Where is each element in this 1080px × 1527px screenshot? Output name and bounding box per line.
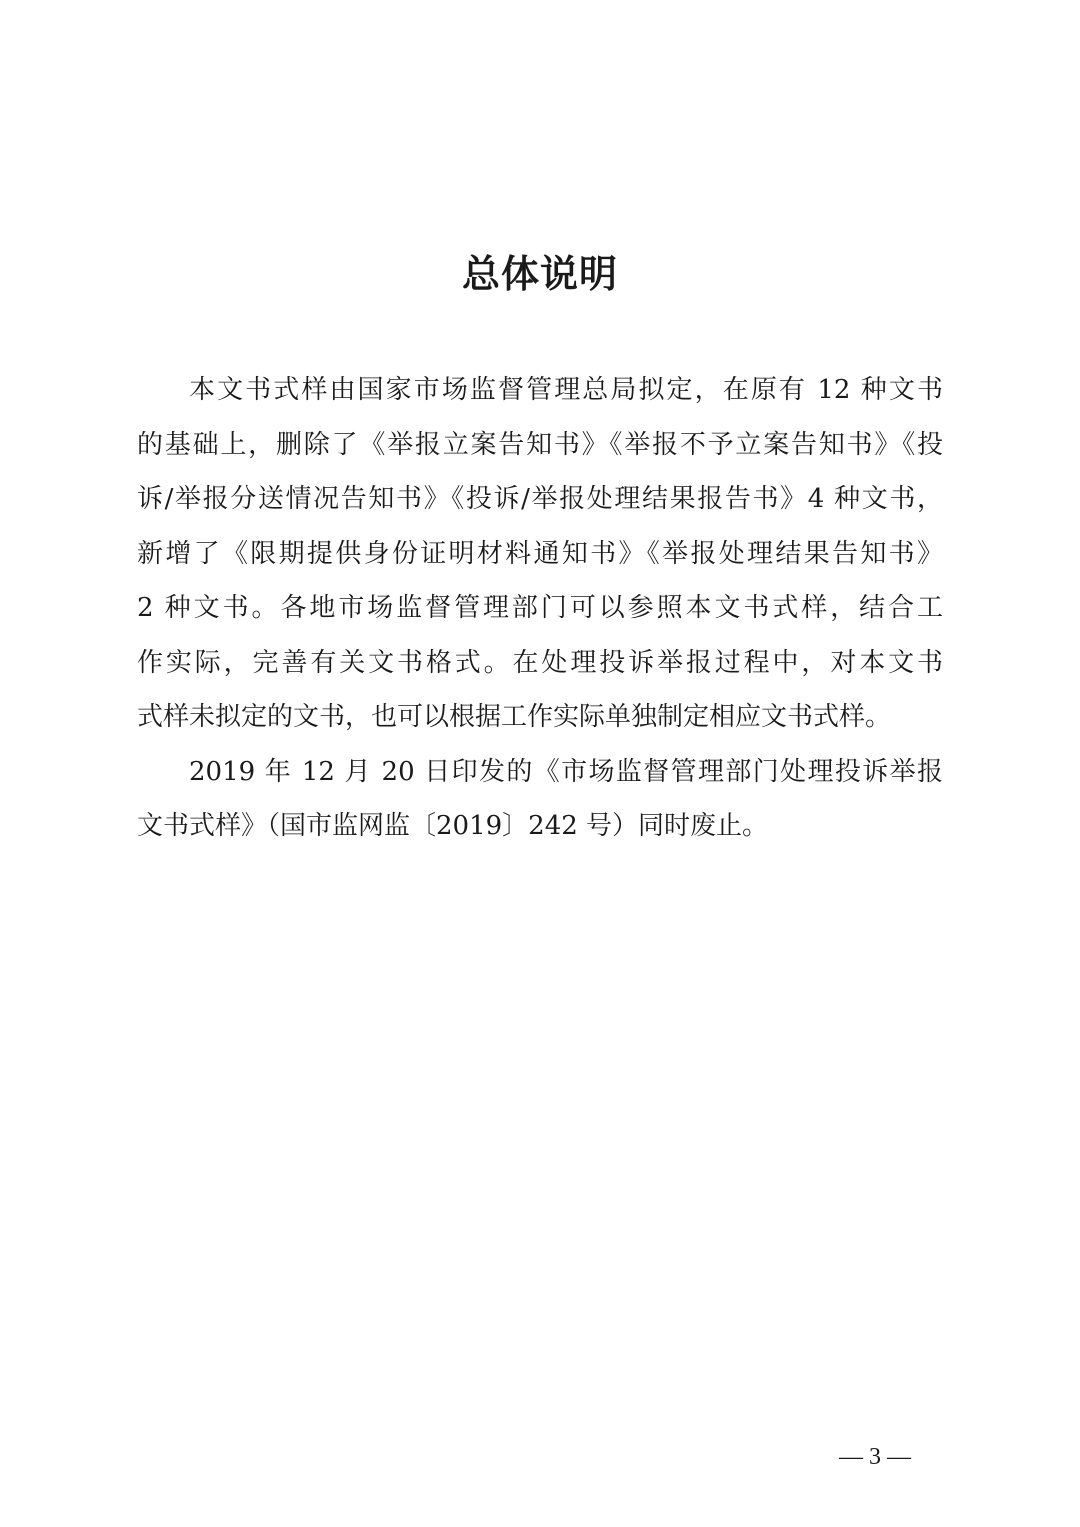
paragraph-line: 诉/举报分送情况告知书》《投诉/举报处理结果报告书》4 种文书， — [137, 484, 943, 514]
paragraph-line: 2019 年 12 月 20 日印发的《市场监督管理部门处理投诉举报 — [189, 756, 943, 787]
paragraph-line: 2 种文书。各地市场监督管理部门可以参照本文书式样，结合工 — [137, 593, 943, 623]
paragraph-line: 新增了《限期提供身份证明材料通知书》《举报处理结果告知书》 — [137, 538, 943, 569]
paragraph-1 — [137, 363, 943, 745]
paragraph-line: 本文书式样由国家市场监督管理总局拟定，在原有 12 种文书 — [189, 375, 943, 405]
page-number: — 3 — — [839, 1444, 911, 1470]
document-title: 总体说明 — [461, 251, 618, 296]
paragraph-line: 式样未拟定的文书，也可以根据工作实际单独制定相应文书式样。 — [137, 702, 892, 732]
document-body — [137, 363, 943, 854]
paragraph-line: 作实际，完善有关文书格式。在处理投诉举报过程中，对本文书 — [137, 647, 943, 678]
paragraph-2 — [137, 745, 943, 854]
paragraph-line: 文书式样》（国市监网监〔2019〕242 号）同时废止。 — [137, 811, 769, 841]
paragraph-line: 的基础上，删除了《举报立案告知书》《举报不予立案告知书》《投 — [137, 429, 943, 460]
